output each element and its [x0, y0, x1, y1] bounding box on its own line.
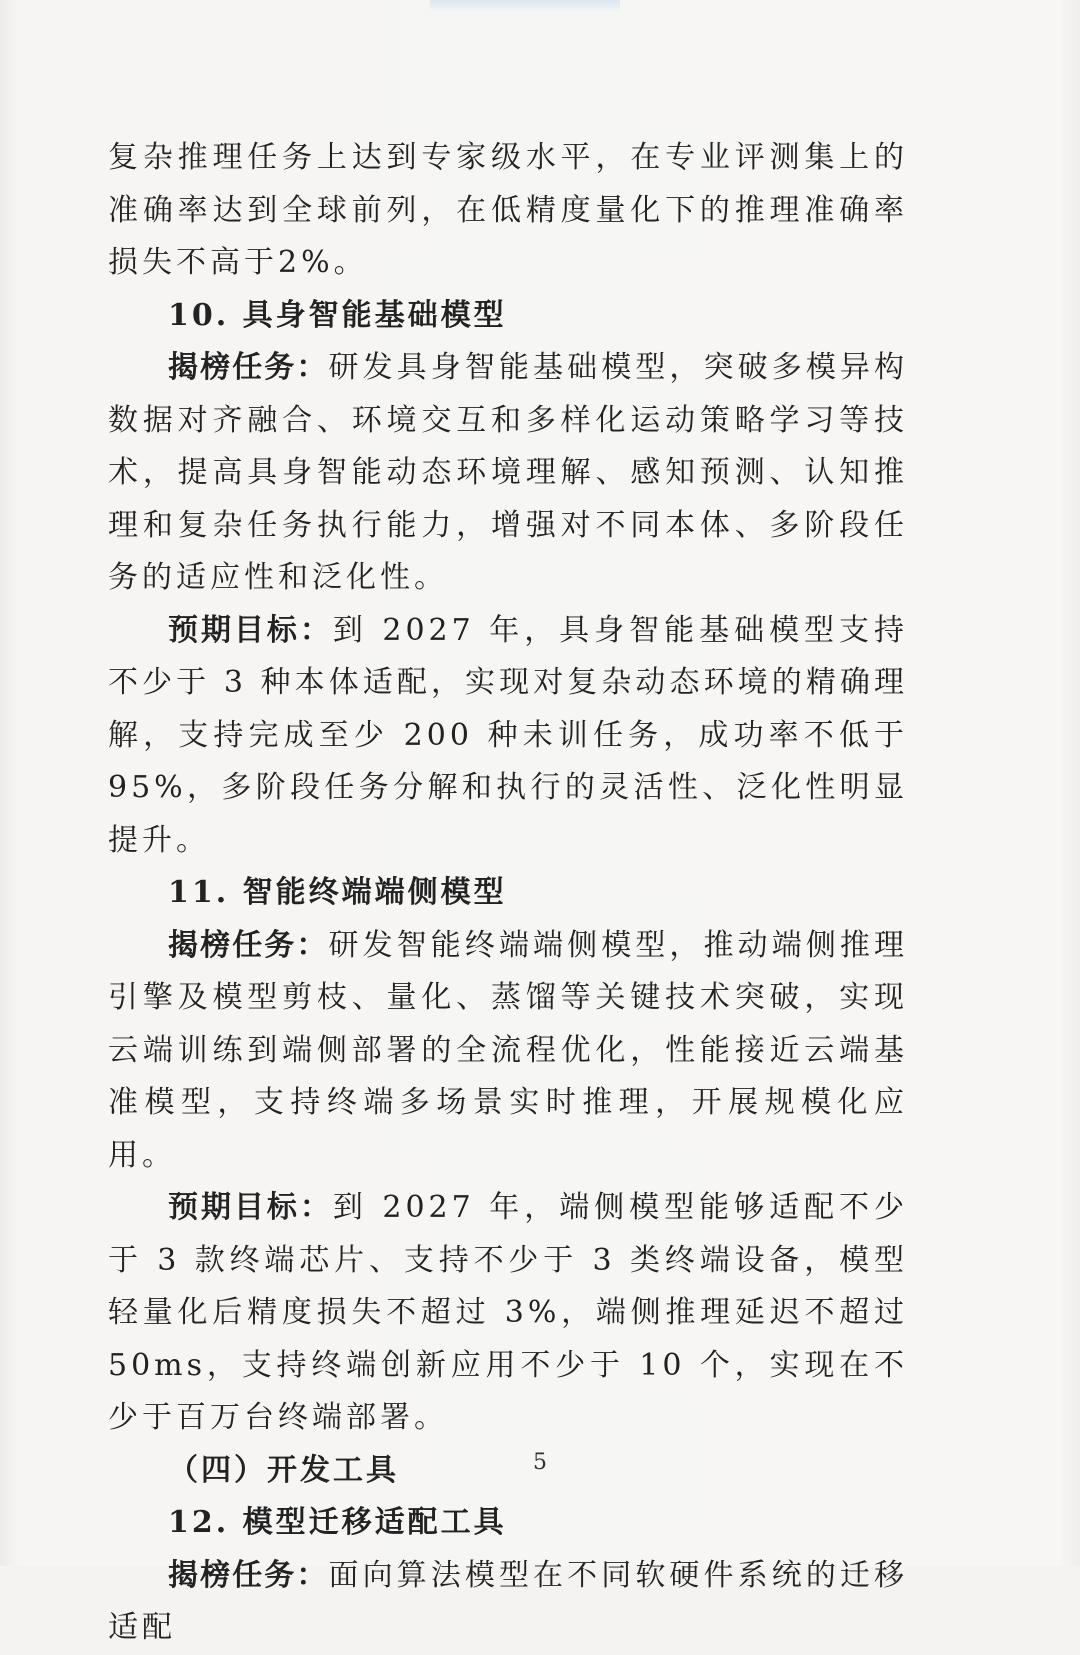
paragraph-goal-10 — [108, 605, 908, 868]
page-number: 5 — [533, 1450, 547, 1475]
paragraph-continuation — [108, 132, 908, 290]
section-heading-10: 10. 具身智能基础模型 — [168, 297, 507, 333]
paragraph-text: 面向算法模型在不同软硬件系统的迁移适配 — [108, 1557, 909, 1645]
paragraph-lead: 揭榜任务： — [168, 1557, 329, 1593]
paragraph-task-12 — [108, 1550, 908, 1655]
section-heading-11: 11. 智能终端端侧模型 — [168, 875, 507, 910]
paragraph-lead: 预期目标： — [168, 612, 333, 648]
paragraph-goal-11 — [108, 1182, 908, 1445]
paragraph-lead: 揭榜任务： — [168, 927, 329, 963]
paragraph-text: 到 2027 年，端侧模型能够适配不少于 3 款终端芯片、支持不少于 3 类终端设备，模型轻量化后精度损失不超过 3%，端侧推理延迟不超过 50ms，支持终端创新应用不少于 10 个，实现在不少于百万台终端部署。 — [108, 1190, 908, 1435]
scan-artifact — [430, 0, 620, 12]
paragraph-lead: 揭榜任务： — [168, 350, 329, 385]
paragraph-task-11 — [108, 920, 908, 1183]
section-heading-12: 12. 模型迁移适配工具 — [168, 1505, 507, 1540]
paragraph-text: 研发智能终端端侧模型，推动端侧推理引擎及模型剪枝、量化、蒸馏等关键技术突破，实现云端训练到端侧部署的全流程优化，性能接近云端基准模型，支持终端多场景实时推理，开展规模化应用。 — [108, 927, 909, 1173]
paragraph-text: 研发具身智能基础模型，突破多模异构数据对齐融合、环境交互和多样化运动策略学习等技术，提高具身智能动态环境理解、感知预测、认知推理和复杂任务执行能力，增强对不同本体、多阶段任务的适应性和泛化性。 — [108, 350, 909, 595]
paragraph-task-10 — [108, 342, 908, 605]
paragraph-lead: 预期目标： — [168, 1190, 333, 1225]
section-heading-dev-tools: （四）开发工具 — [168, 1452, 399, 1488]
paragraph-text: 到 2027 年，具身智能基础模型支持不少于 3 种本体适配，实现对复杂动态环境的精确理解，支持完成至少 200 种未训任务，成功率不低于 95%，多阶段任务分解和执行的灵活性、泛化性明显提升。 — [108, 612, 908, 858]
paragraph-text: 复杂推理任务上达到专家级水平，在专业评测集上的准确率达到全球前列，在低精度量化下的推理准确率损失不高于2%。 — [108, 140, 908, 280]
document-body — [108, 132, 908, 1655]
